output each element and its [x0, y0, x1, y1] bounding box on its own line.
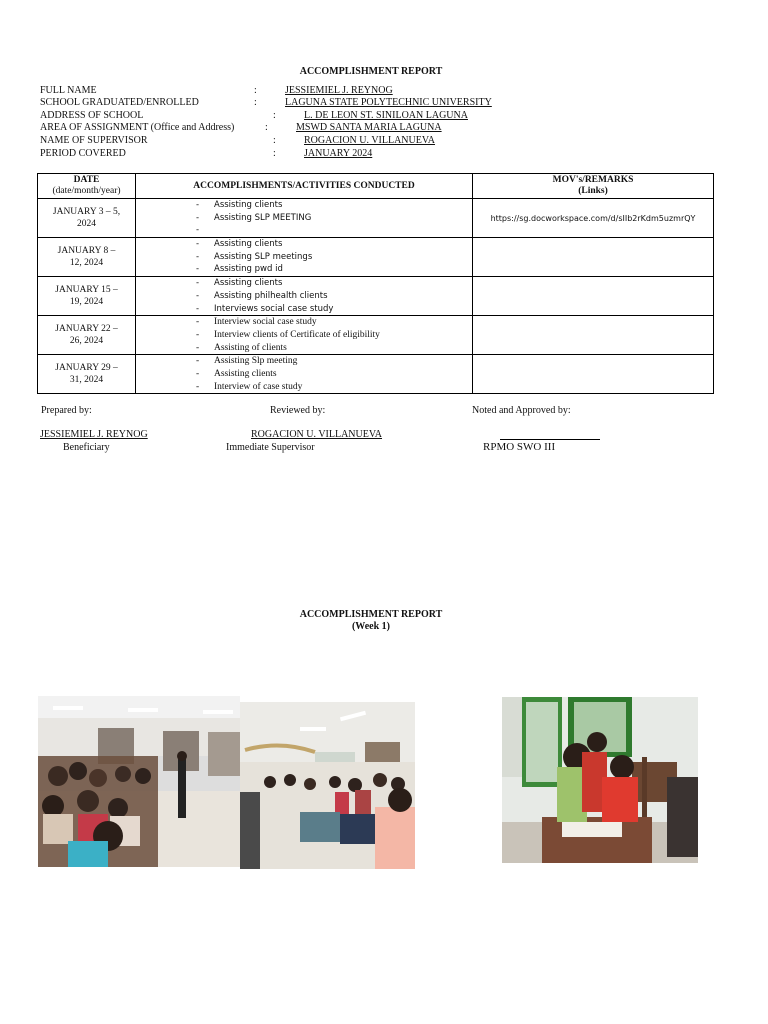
activity-item: - Assisting clients: [196, 277, 472, 290]
field-value: JESSIEMIEL J. REYNOG: [285, 85, 393, 96]
prepared-name: JESSIEMIEL J. REYNOG: [40, 429, 148, 440]
field-colon: :: [254, 85, 257, 96]
field-colon: :: [254, 97, 257, 108]
photos-title: ACCOMPLISHMENT REPORT: [299, 609, 443, 620]
header-mov-label: MOV's/REMARKS: [552, 175, 634, 185]
activity-item: - Assisting clients: [196, 199, 472, 212]
activity-item: - Interview social case study: [196, 316, 472, 329]
row-mov: [473, 238, 714, 277]
seminar-photo-right-graphic: [240, 702, 415, 869]
field-value: LAGUNA STATE POLYTECHNIC UNIVERSITY: [285, 97, 492, 108]
header-mov-sub: (Links): [578, 186, 608, 196]
field-value: L. DE LEON ST. SINILOAN LAGUNA: [304, 110, 468, 121]
seminar-photo-left: [38, 696, 240, 867]
activity-item: - Assisting pwd id: [196, 263, 472, 276]
field-label: NAME OF SUPERVISOR: [40, 135, 148, 146]
row-date-text: JANUARY 15 – 19, 2024: [55, 285, 118, 308]
row-activities: [136, 355, 473, 394]
row-date: [38, 199, 136, 238]
clients-desk-photo-graphic: [502, 697, 698, 863]
activity-item: - Interview clients of Certificate of eligibility: [196, 329, 472, 342]
activity-item: - Assisting clients: [196, 368, 472, 381]
activity-item: - Assisting SLP meetings: [196, 251, 472, 264]
header-date: [38, 174, 136, 199]
row-date: [38, 316, 136, 355]
field-label: PERIOD COVERED: [40, 148, 126, 159]
activity-item: - Interview of case study: [196, 381, 472, 394]
seminar-photo-right: [240, 702, 415, 869]
field-colon: :: [273, 148, 276, 159]
header-date-label: DATE: [73, 175, 100, 185]
field-period: [40, 148, 500, 159]
field-label: ADDRESS OF SCHOOL: [40, 110, 144, 121]
table-row: [38, 277, 714, 316]
field-value: ROGACION U. VILLANUEVA: [304, 135, 436, 146]
row-date-text: JANUARY 8 – 12, 2024: [57, 246, 116, 269]
row-activities: [136, 238, 473, 277]
activity-item: - Assisting Slp meeting: [196, 355, 472, 368]
row-mov: [473, 316, 714, 355]
report-title: ACCOMPLISHMENT REPORT: [299, 66, 443, 77]
row-date: [38, 238, 136, 277]
reviewed-name: ROGACION U. VILLANUEVA: [251, 429, 383, 440]
activity-item: [196, 224, 472, 237]
row-date: [38, 355, 136, 394]
seminar-photo-left-graphic: [38, 696, 240, 867]
table-row: [38, 355, 714, 394]
accomplishment-table: [37, 173, 714, 394]
photos-subtitle: (Week 1): [351, 621, 391, 632]
table-header-row: [38, 174, 714, 199]
field-colon: :: [273, 110, 276, 121]
field-label: FULL NAME: [40, 85, 97, 96]
prepared-by-label: Prepared by:: [41, 405, 92, 416]
row-activities: [136, 199, 473, 238]
field-label: SCHOOL GRADUATED/ENROLLED: [40, 97, 199, 108]
field-full-name: [40, 85, 500, 96]
row-date-text: JANUARY 22 – 26, 2024: [55, 324, 118, 347]
row-activities: [136, 277, 473, 316]
field-supervisor: [40, 135, 500, 146]
activity-item: - Assisting SLP MEETING: [196, 212, 472, 225]
row-date-text: JANUARY 29 – 31, 2024: [55, 363, 118, 386]
table-row: [38, 238, 714, 277]
activity-item: - Assisting of clients: [196, 342, 472, 355]
reviewed-role: Immediate Supervisor: [226, 442, 315, 453]
field-colon: :: [273, 135, 276, 146]
reviewed-by-label: Reviewed by:: [270, 405, 326, 416]
row-mov: [473, 355, 714, 394]
table-row: [38, 316, 714, 355]
table-row: [38, 199, 714, 238]
field-address: [40, 110, 500, 121]
field-label: AREA OF ASSIGNMENT (Office and Address): [40, 122, 235, 133]
field-value: MSWD SANTA MARIA LAGUNA: [296, 122, 442, 133]
noted-by-label: Noted and Approved by:: [472, 405, 571, 416]
header-mov: [473, 174, 714, 199]
header-activities: ACCOMPLISHMENTS/ACTIVITIES CONDUCTED: [136, 174, 473, 199]
clients-desk-photo: [502, 697, 698, 863]
row-activities: [136, 316, 473, 355]
field-value: JANUARY 2024: [304, 148, 373, 159]
noted-signature-line: [500, 429, 600, 440]
row-mov-link[interactable]: https://sg.docworkspace.com/d/sIIb2rKdm5uzmrQY: [473, 199, 714, 238]
row-mov: [473, 277, 714, 316]
activity-item: - Interviews social case study: [196, 303, 472, 316]
field-school: [40, 97, 500, 108]
row-date: [38, 277, 136, 316]
header-date-sub: (date/month/year): [52, 186, 121, 196]
activity-item: - Assisting clients: [196, 238, 472, 251]
row-date-text: JANUARY 3 – 5, 2024: [52, 207, 121, 230]
activity-item: - Assisting philhealth clients: [196, 290, 472, 303]
noted-role: RPMO SWO III: [483, 441, 556, 453]
field-assignment: [40, 122, 500, 133]
field-colon: :: [265, 122, 268, 133]
prepared-role: Beneficiary: [63, 442, 110, 453]
